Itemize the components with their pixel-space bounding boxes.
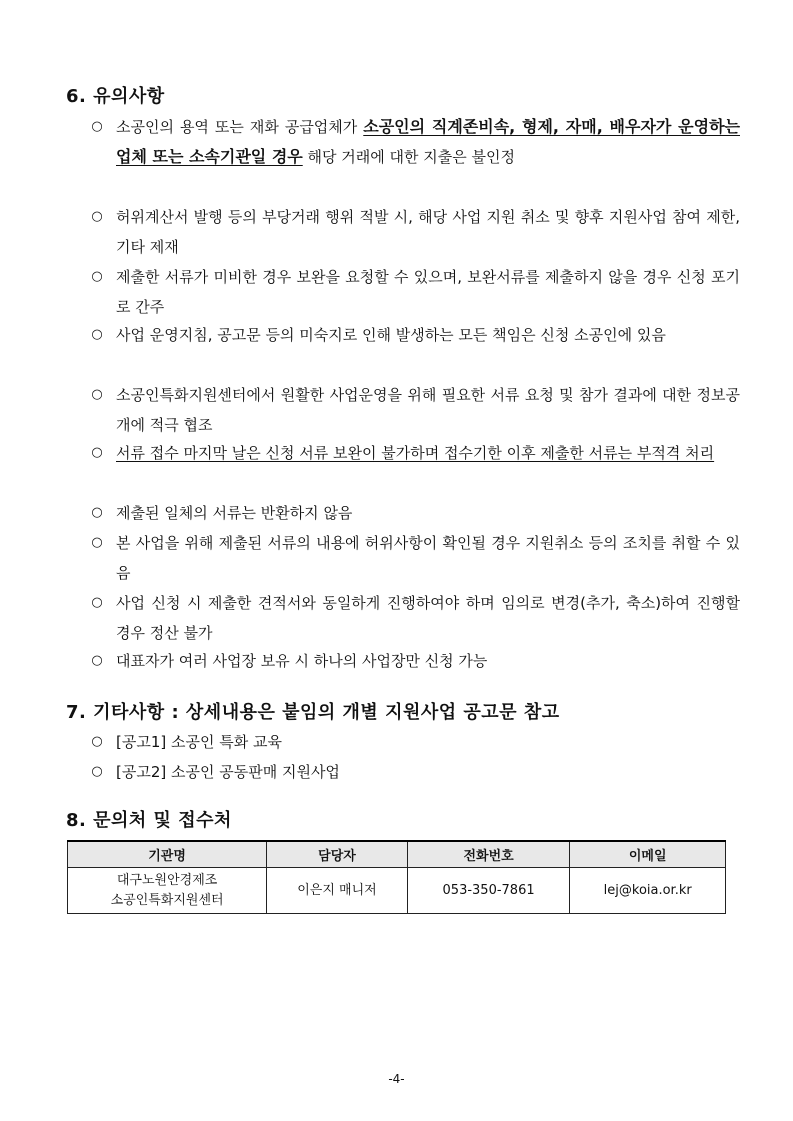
section-7-title: 7. 기타사항 : 상세내용은 붙임의 개별 지원사업 공고문 참고 (66, 702, 560, 723)
org-line-2: 소공인특화지원센터 (110, 892, 224, 908)
table-row (68, 868, 726, 914)
item-text: 제출된 일체의 서류는 반환하지 않음 (116, 504, 353, 522)
header-phone: 전화번호 (407, 841, 570, 868)
bullet-icon: ○ (91, 445, 103, 460)
item-text: 해당 거래에 대한 지출은 불인정 (302, 148, 515, 166)
list-item (90, 588, 740, 648)
list-item (90, 528, 740, 588)
org-line-1: 대구노원안경제조 (116, 872, 218, 888)
list-item (90, 498, 740, 528)
header-manager: 담당자 (267, 841, 408, 868)
item-text: 사업 신청 시 제출한 견적서와 동일하게 진행하여야 하며 임의로 변경(추가, 축소)하여 진행할 경우 정산 불가 (116, 594, 740, 642)
cell-phone: 053-350-7861 (407, 868, 570, 914)
bullet-icon: ○ (91, 505, 103, 520)
list-item (90, 438, 740, 468)
list-item (90, 757, 740, 787)
contact-table (67, 840, 726, 914)
list-item (90, 646, 740, 676)
bullet-icon: ○ (91, 595, 103, 610)
table-header-row (68, 841, 726, 868)
bullet-icon: ○ (91, 387, 103, 402)
item-text: 소공인특화지원센터에서 원활한 사업운영을 위해 필요한 서류 요청 및 참가 결과에 대한 정보공개에 적극 협조 (116, 386, 740, 434)
bullet-icon: ○ (91, 209, 103, 224)
item-text: 대표자가 여러 사업장 보유 시 하나의 사업장만 신청 가능 (116, 652, 488, 670)
bullet-icon: ○ (91, 119, 103, 134)
cell-org (68, 868, 267, 914)
item-text: 본 사업을 위해 제출된 서류의 내용에 허위사항이 확인될 경우 지원취소 등의 조치를 취할 수 있음 (116, 534, 740, 582)
cell-email: lej@koia.or.kr (570, 868, 726, 914)
list-item (90, 380, 740, 440)
section-8-title: 8. 문의처 및 접수처 (66, 810, 232, 831)
list-item (90, 320, 740, 350)
list-item (90, 727, 740, 757)
bullet-icon: ○ (91, 734, 103, 749)
section-6-title: 6. 유의사항 (66, 86, 165, 107)
bullet-icon: ○ (91, 653, 103, 668)
item-text: 사업 운영지침, 공고문 등의 미숙지로 인해 발생하는 모든 책임은 신청 소공인에 있음 (116, 326, 666, 344)
item-text: 소공인의 용역 또는 재화 공급업체가 (116, 118, 364, 136)
bullet-icon: ○ (91, 327, 103, 342)
bullet-icon: ○ (91, 535, 103, 550)
emphasized-text: 소공인의 직계존비속, 형제, 자매, 배우자가 운영하는 업체 또는 소속기관일 경우 (116, 117, 740, 166)
item-text: 제출한 서류가 미비한 경우 보완을 요청할 수 있으며, 보완서류를 제출하지 않을 경우 신청 포기로 간주 (116, 268, 740, 316)
item-text: 허위계산서 발행 등의 부당거래 행위 적발 시, 해당 사업 지원 취소 및 향후 지원사업 참여 제한, 기타 제재 (116, 208, 740, 256)
cell-manager: 이은지 매니저 (267, 868, 408, 914)
item-text: [공고1] 소공인 특화 교육 (116, 733, 282, 751)
list-item (90, 202, 740, 262)
item-text-underlined: 서류 접수 마지막 날은 신청 서류 보완이 불가하며 접수기한 이후 제출한 서류는 부적격 처리 (116, 444, 715, 462)
header-email: 이메일 (570, 841, 726, 868)
bullet-icon: ○ (91, 269, 103, 284)
bullet-icon: ○ (91, 764, 103, 779)
page-number: -4- (388, 1072, 405, 1086)
item-text: [공고2] 소공인 공동판매 지원사업 (116, 763, 340, 781)
header-org: 기관명 (68, 841, 267, 868)
list-item (90, 262, 740, 322)
list-item (90, 112, 740, 172)
